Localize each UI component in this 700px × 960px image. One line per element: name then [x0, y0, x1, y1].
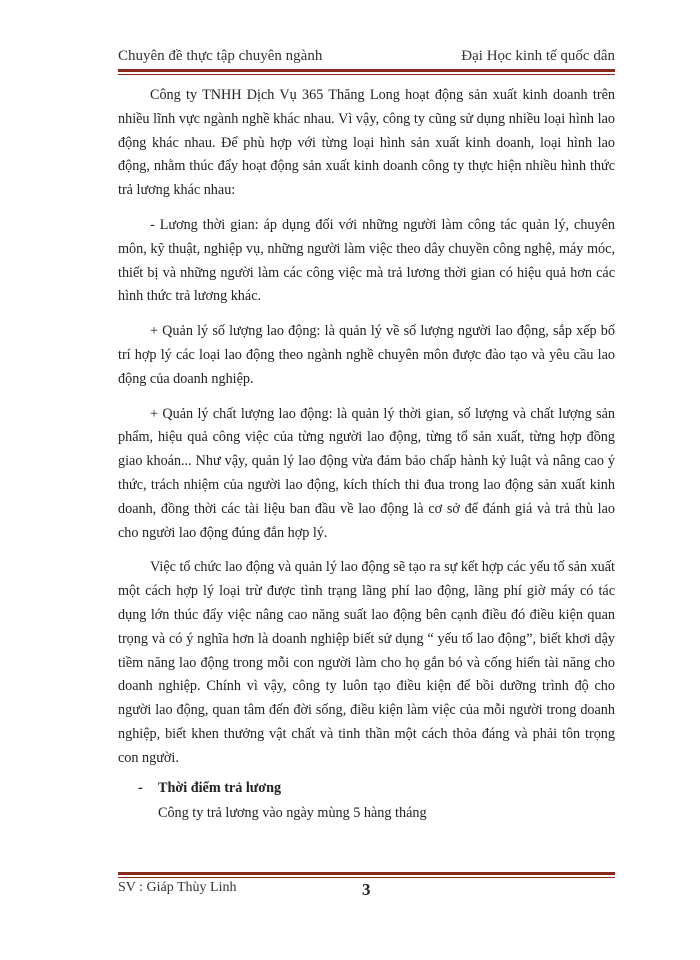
- section-body-payday: Công ty trả lương vào ngày mùng 5 hàng tháng: [158, 805, 427, 822]
- header-university: Đại Học kinh tế quốc dân: [461, 48, 615, 64]
- page-header: [118, 44, 615, 70]
- paragraph-time-wage: - Lương thời gian: áp dụng đối với những người làm công tác quản lý, chuyên môn, kỹ thuật, nghiệp vụ, những người làm việc theo dây chuyền công nghệ, máy móc, thiết bị và những người làm các công việc mà trả lương thời gian có hiệu quả hơn các hình thức trả lương khác.: [118, 216, 615, 305]
- paragraph-quantity-management: + Quản lý số lượng lao động: là quản lý về số lượng người lao động, sắp xếp bố trí hợp lý các loại lao động theo ngành nghề chuyên môn được đào tạo và yêu cầu lao động của doanh nghiệp.: [118, 323, 615, 387]
- bullet-dash: -: [138, 779, 143, 796]
- header-divider: [118, 69, 615, 75]
- paragraph-quality-management: + Quản lý chất lượng lao động: là quản lý thời gian, số lượng và chất lượng sản phẩm, hiệu quả công việc của từng người lao động, từng tổ sản xuất, từng hợp đồng giao khoán... Như vậy, quản lý lao động vừa đảm bảo chấp hành kỷ luật và nâng cao ý thức, trách nhiệm của người lao động, kích thích thi đua trong lao động sản xuất kinh doanh, đồng thời các tài liệu ban đầu về lao động là cơ sở để đánh giá và trả thù lao cho người lao động đúng đắn hợp lý.: [118, 405, 615, 541]
- paragraph-labor-organization: Việc tổ chức lao động và quản lý lao động sẽ tạo ra sự kết hợp các yếu tố sản xuất một cách hợp lý loại trừ được tình trạng lãng phí lao động, lãng phí giờ máy có tác dụng lớn thúc đẩy việc nâng cao năng suất lao động bên cạnh điều đó điều kiện quan trọng và có ý nghĩa hơn là doanh nghiệp biết sử dụng “ yếu tố lao động”, biết khơi dậy tiềm năng lao động trong mỗi con người làm cho họ gắn bó và cống hiến tài năng cho doanh nghiệp. Chính vì vậy, công ty luôn tạo điều kiện để bồi dưỡng trình độ cho người lao động, quan tâm đến đời sống, điều kiện làm việc của mỗi người trong doanh nghiệp, biết khen thưởng vật chất và tinh thần một cách thỏa đáng và phải tôn trọng con người.: [118, 559, 615, 766]
- section-heading-payday: [118, 777, 615, 801]
- footer-divider: [118, 872, 615, 878]
- page-body: [118, 84, 615, 826]
- page-number: 3: [362, 880, 371, 899]
- header-course-title: Chuyên đề thực tập chuyên ngành: [118, 48, 323, 64]
- paragraph-intro: Công ty TNHH Dịch Vụ 365 Thăng Long hoạt động sản xuất kinh doanh trên nhiều lĩnh vực ngành nghề khác nhau. Vì vậy, công ty cũng sử dụng nhiều loại hình lao động khác nhau. Để phù hợp với từng loại hình sản xuất kinh doanh, loại hình lao động, nhằm thúc đẩy hoạt động sản xuất kinh doanh công ty thực hiện nhiều hình thức trả lương khác nhau:: [118, 87, 615, 199]
- section-title: Thời điểm trả lương: [158, 779, 282, 796]
- footer-student-name: SV : Giáp Thùy Linh: [118, 880, 237, 895]
